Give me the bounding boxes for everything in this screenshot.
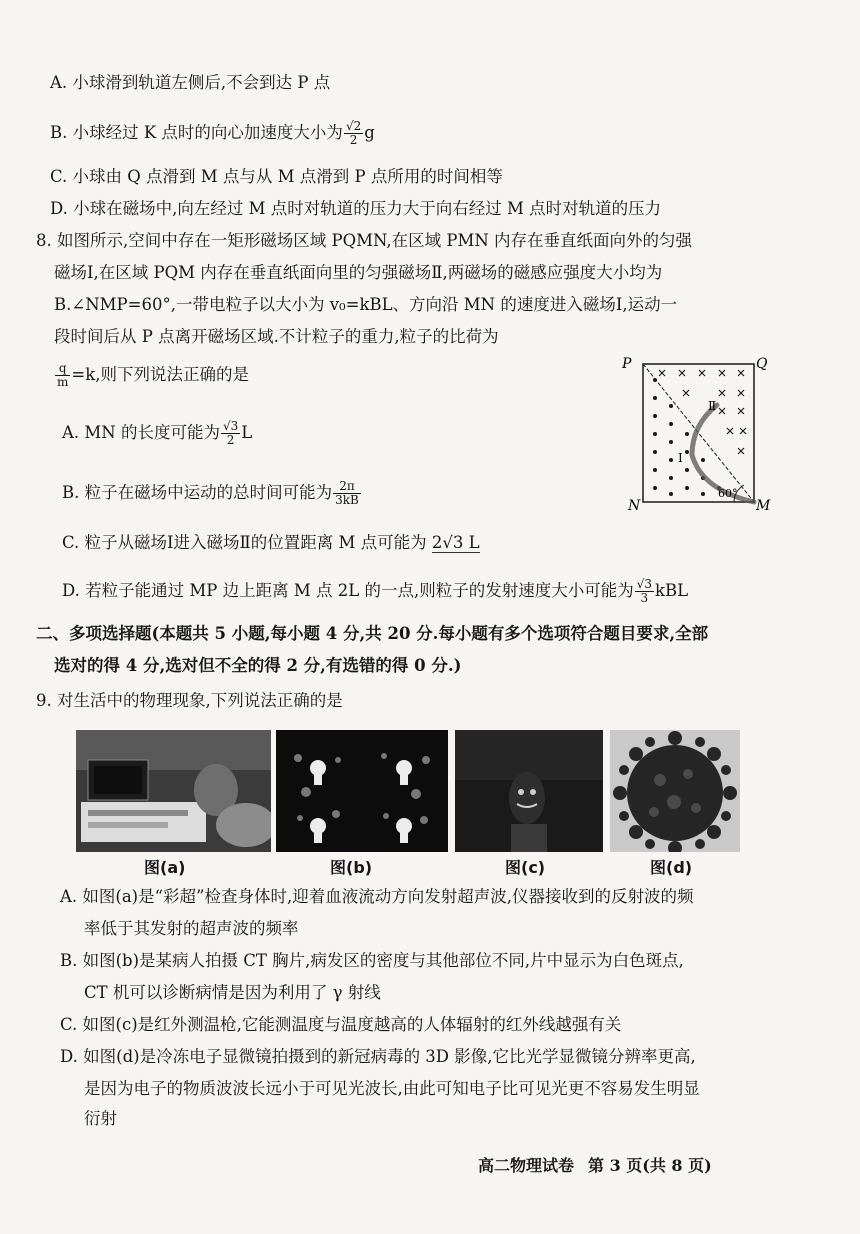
section-two-header-line2: 选对的得 4 分,选对但不全的得 2 分,有选错的得 0 分.) [54,656,462,675]
q7-option-b-unit: g [364,123,375,142]
q8-option-c [62,532,480,554]
q8-option-d [62,578,688,605]
q7-option-d: D. 小球在磁场中,向左经过 M 点时对轨道的压力大于向右经过 M 点时对轨道的压力 [50,199,662,218]
photo-thermometer-image [455,730,603,852]
label-q: Q [756,356,768,372]
q9-option-a-line2: 率低于其发射的超声波的频率 [84,919,299,938]
q8-option-a-text: A. MN 的长度可能为 [62,423,220,442]
q8-b-numerator: 2π [333,480,361,494]
page-footer [478,1153,726,1176]
q9-option-d-line1: D. 如图(d)是冷冻电子显微镜拍摄到的新冠病毒的 3D 影像,它比光学显微镜分辨率更高, [60,1047,696,1066]
q8-b-denominator: 3kB [335,493,359,507]
label-zone-one: Ⅰ [678,451,683,465]
q7-b-numerator: √2 [345,119,362,133]
q7-b-denominator: 2 [349,133,358,147]
q7-option-b-fraction [344,120,363,147]
q8-option-b-text: B. 粒子在磁场中运动的总时间可能为 [62,483,333,502]
field-one-dots [653,378,721,496]
label-m: M [756,498,771,514]
caption-figure-c: 图(c) [505,858,546,877]
label-n: N [628,498,641,514]
q8-ratio-text: =k,则下列说法正确的是 [71,365,249,384]
q9-option-d-line2: 是因为电子的物质波波长远小于可见光波长,由此可知电子比可见光更不容易发生明显 [84,1079,700,1098]
q9-option-c: C. 如图(c)是红外测温枪,它能测温度与温度越高的人体辐射的红外线越强有关 [60,1015,622,1034]
q8-d-numerator: √3 [636,577,652,591]
q9-option-b-line1: B. 如图(b)是某病人拍摄 CT 胸片,病发区的密度与其他部位不同,片中显示为白色斑点, [60,951,684,970]
q9-stem: 9. 对生活中的物理现象,下列说法正确的是 [36,691,343,710]
q7-option-c: C. 小球由 Q 点滑到 M 点与从 M 点滑到 P 点所用的时间相等 [50,167,503,186]
photo-virus-image [610,730,740,852]
q8-option-c-text: C. 粒子从磁场Ⅰ进入磁场Ⅱ的位置距离 M 点可能为 [62,533,427,552]
q8-stem-line1: 8. 如图所示,空间中存在一矩形磁场区域 PQMN,在区域 PMN 内存在垂直纸面向外的匀强 [36,231,693,250]
q8-stem-line4: 段时间后从 P 点离开磁场区域.不计粒子的重力,粒子的比荷为 [54,327,499,346]
q7-option-b [50,120,375,147]
q8-ratio-m: m [57,375,69,389]
photo-ct-scan-image [276,730,448,852]
label-p: P [622,356,632,372]
q8-ratio-q: q [55,362,70,376]
q7-option-b-text: B. 小球经过 K 点时的向心加速度大小为 [50,123,343,142]
q8-a-numerator: √3 [222,419,239,433]
q8-ratio-line [54,362,249,389]
q8-option-b-fraction [333,480,361,507]
label-angle: 60° [718,487,738,500]
q8-a-denominator: 2 [226,433,235,447]
photo-ultrasound-image [76,730,271,852]
q9-option-b-line2: CT 机可以诊断病情是因为利用了 γ 射线 [84,983,381,1002]
q9-option-d-line3: 衍射 [84,1109,117,1128]
footer-exam-title: 高二物理试卷 [478,1156,575,1175]
q7-option-a: A. 小球滑到轨道左侧后,不会到达 P 点 [50,73,331,92]
caption-figure-b: 图(b) [330,858,373,877]
q8-option-a-fraction [221,420,240,447]
q8-option-d-text: D. 若粒子能通过 MP 边上距离 M 点 2L 的一点,则粒子的发射速度大小可能为 [62,581,634,600]
caption-figure-d: 图(d) [650,858,693,877]
q8-option-c-value: 2√3 L [431,533,480,552]
q8-option-d-unit: kBL [654,581,689,600]
q8-magnetic-field-figure [622,350,782,525]
caption-figure-a: 图(a) [144,858,186,877]
q8-option-d-fraction [635,578,654,605]
label-zone-two: Ⅱ [708,399,717,413]
q8-option-b [62,480,362,507]
section-two-header-line1: 二、多项选择题(本题共 5 小题,每小题 4 分,共 20 分.每小题有多个选项符合题目要求,全部 [36,624,709,643]
q8-option-a-unit: L [241,423,253,442]
q8-stem-line3: B.∠NMP=60°,一带电粒子以大小为 v₀=kBL、方向沿 MN 的速度进入磁场Ⅰ,运动一 [54,295,678,314]
footer-page-number: 第 3 页(共 8 页) [588,1156,712,1175]
q8-option-a [62,420,252,447]
q8-ratio-fraction [55,362,70,389]
q8-d-denominator: 3 [640,591,649,605]
q9-option-a-line1: A. 如图(a)是“彩超”检查身体时,迎着血液流动方向发射超声波,仪器接收到的反射波的频 [60,887,694,906]
q8-stem-line2: 磁场Ⅰ,在区域 PQM 内存在垂直纸面向里的匀强磁场Ⅱ,两磁场的磁感应强度大小均为 [54,263,663,282]
